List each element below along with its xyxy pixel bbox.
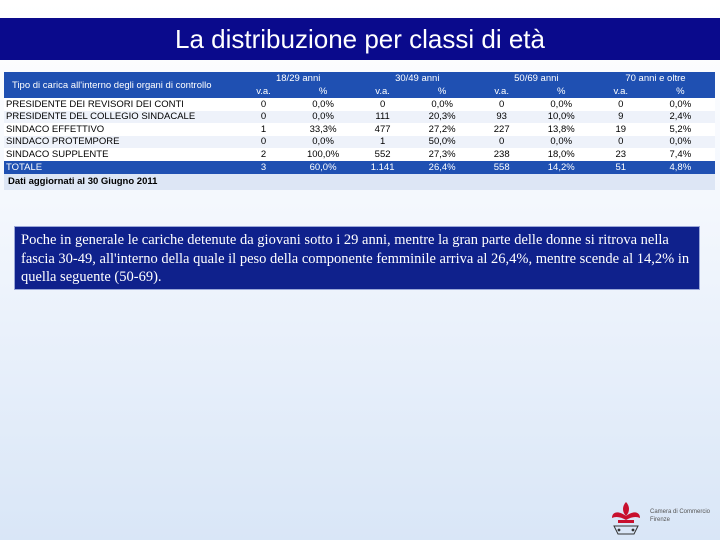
table-header-row-groups (4, 72, 715, 85)
age-distribution-table (4, 72, 715, 174)
lily-emblem-icon (604, 496, 648, 538)
logo-line1: Camera di Commercio (650, 509, 711, 515)
cell: 50,0% (428, 136, 456, 148)
table-row (4, 136, 715, 149)
cell: 0,0% (431, 98, 453, 110)
cell: 0 (618, 136, 624, 148)
total-cell: 14,2% (547, 161, 575, 173)
sub-pct: % (318, 86, 328, 97)
table-total-row (4, 161, 715, 174)
cell: 238 (493, 148, 510, 160)
table-note: Dati aggiornati al 30 Giugno 2011 (4, 174, 715, 190)
total-cell: 558 (493, 161, 510, 173)
cell: 33,3% (309, 123, 337, 135)
commentary-text-box (14, 226, 700, 290)
sub-va: v.a. (494, 86, 509, 97)
cell: 0 (499, 136, 505, 148)
age-distribution-table-container (4, 72, 715, 190)
cell: 477 (374, 123, 391, 135)
cell: 13,8% (547, 123, 575, 135)
total-cell: 1.141 (370, 161, 395, 173)
sub-va: v.a. (613, 86, 629, 97)
cell: 5,2% (669, 123, 692, 135)
cell: 227 (493, 123, 510, 135)
row-label: SINDACO EFFETTIVO (6, 123, 105, 135)
table-row (4, 98, 715, 111)
cell: 0 (260, 111, 267, 123)
row-label: PRESIDENTE DEI REVISORI DEI CONTI (6, 98, 184, 110)
chamber-of-commerce-logo (604, 496, 714, 538)
group-50-69: 50/69 anni (514, 73, 559, 84)
cell: 2 (260, 148, 267, 160)
sub-pct: % (437, 86, 447, 97)
sub-va: v.a. (375, 86, 390, 97)
sub-pct: % (556, 86, 566, 97)
cell: 0 (499, 98, 505, 110)
sub-pct: % (676, 86, 685, 97)
total-cell: 60,0% (309, 161, 337, 173)
logo-text (650, 508, 710, 524)
row-label: SINDACO PROTEMPORE (6, 136, 120, 148)
cell: 0,0% (669, 136, 692, 148)
group-30-49: 30/49 anni (395, 73, 440, 84)
cell: 19 (615, 123, 627, 135)
commentary-text: Poche in generale le cariche detenute da giovani sotto i 29 anni, mentre la gran parte delle donne si ritrova nella fascia 30-49, all'interno della quale il peso della componente femminile arriva al 26,4%, mentre scende al 14,2% in quella seguente (50-69). (21, 232, 690, 285)
slide-title-bar (0, 18, 720, 60)
total-cell: 3 (260, 161, 267, 173)
table-row (4, 123, 715, 136)
cell: 0 (260, 98, 267, 110)
row-label: SINDACO SUPPLENTE (6, 148, 109, 160)
cell: 18,0% (547, 148, 575, 160)
slide-title: La distribuzione per classi di età (175, 23, 545, 54)
cell: 93 (496, 111, 507, 123)
cell: 9 (618, 111, 624, 123)
cell: 7,4% (669, 148, 692, 160)
cell: 0,0% (550, 98, 573, 110)
cell: 0,0% (312, 98, 334, 110)
cell: 10,0% (547, 111, 575, 123)
cell: 20,3% (428, 111, 456, 123)
total-cell: 51 (615, 161, 627, 173)
cell: 0 (260, 136, 267, 148)
cell: 0,0% (669, 98, 692, 110)
cell: 1 (260, 123, 267, 135)
group-18-29: 18/29 anni (275, 73, 321, 84)
cell: 0 (379, 98, 386, 110)
cell: 23 (615, 148, 627, 160)
total-label: TOTALE (6, 161, 43, 173)
sub-va: v.a. (256, 86, 271, 97)
cell: 0,0% (312, 136, 334, 148)
table-row (4, 148, 715, 161)
cell: 552 (374, 148, 391, 160)
total-cell: 26,4% (428, 161, 456, 173)
cell: 1 (379, 136, 386, 148)
cell: 0 (618, 98, 624, 110)
cell: 27,3% (428, 148, 456, 160)
logo-line2: Firenze (650, 517, 671, 523)
cell: 27,2% (428, 123, 456, 135)
header-label: Tipo di carica all'interno degli organi di controllo (12, 79, 212, 91)
cell: 0,0% (550, 136, 573, 148)
table-row (4, 111, 715, 124)
row-label: PRESIDENTE DEL COLLEGIO SINDACALE (6, 111, 196, 123)
cell: 2,4% (669, 111, 692, 123)
group-70-plus: 70 anni e oltre (625, 73, 686, 84)
cell: 0,0% (312, 111, 334, 123)
cell: 100,0% (306, 148, 340, 160)
cell: 111 (375, 111, 390, 123)
total-cell: 4,8% (669, 161, 692, 173)
